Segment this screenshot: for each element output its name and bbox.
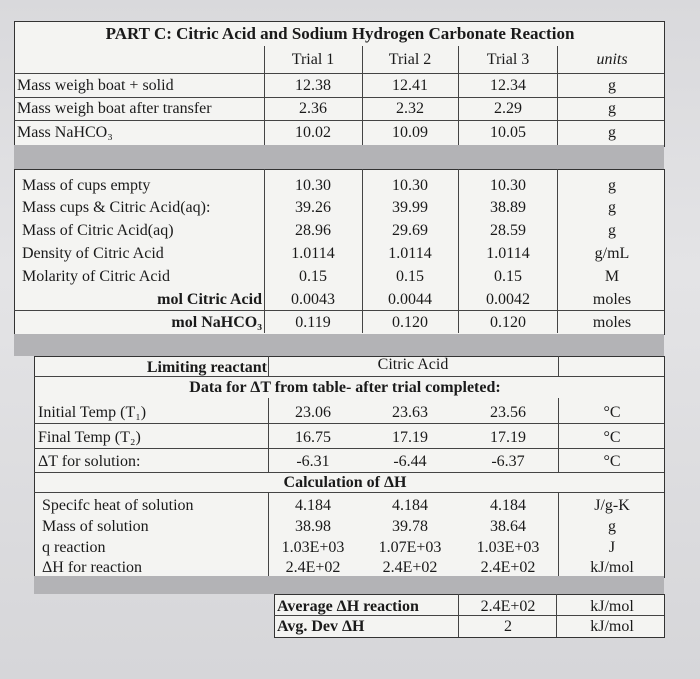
summary-label: Average ΔH reaction: [277, 598, 419, 615]
section2-row-trial-2-value: 0.120: [392, 314, 428, 331]
section2-row-trial-3-value: 1.0114: [486, 245, 530, 262]
section2-row-trial-2-value: 1.0114: [388, 245, 432, 262]
section2-row-unit: g: [608, 177, 616, 194]
section4-row-trial-2-value: 2.4E+02: [382, 559, 438, 576]
section2-row-trial-2-value: 39.99: [392, 199, 428, 216]
section2-row-unit: g: [608, 222, 616, 239]
section1-row-trial-1-value: 2.36: [299, 100, 327, 117]
section4-row-label: q reaction: [42, 539, 106, 556]
section2-row-label: Mass cups & Citric Acid(aq):: [22, 199, 211, 216]
section1-row-trial-3-value: 2.29: [494, 100, 522, 117]
section4-row-unit: J: [608, 539, 616, 556]
section1-row-trial-2-value: 10.09: [392, 124, 428, 141]
section1-row-trial-2-value: 2.32: [396, 100, 424, 117]
section2-row-trial-1-value: 0.0043: [291, 291, 335, 308]
section1-row-trial-3-value: 10.05: [490, 124, 526, 141]
section1-row-trial-3-value: 12.34: [490, 77, 526, 94]
header-trial-3: Trial 3: [486, 51, 530, 68]
header-trial-1: Trial 1: [291, 51, 335, 68]
section1-row-unit: g: [608, 77, 616, 94]
section2-row-unit: M: [604, 268, 620, 285]
section1-row-unit: g: [608, 124, 616, 141]
section4-row-trial-3-value: 2.4E+02: [480, 559, 536, 576]
section2-row-trial-3-value: 10.30: [490, 177, 526, 194]
section3-row-label: ΔT for solution:: [38, 453, 141, 470]
section4-row-trial-3-value: 4.184: [490, 497, 526, 514]
section2-row-trial-2-value: 0.15: [396, 268, 424, 285]
section1-row-trial-2-value: 12.41: [392, 77, 428, 94]
section3-row-unit: °C: [603, 404, 621, 421]
section3-row-trial-3-value: 23.56: [490, 404, 526, 421]
section2-row-unit: moles: [592, 314, 632, 331]
section4-row-trial-1-value: 1.03E+03: [281, 539, 345, 556]
section4-row-trial-3-value: 1.03E+03: [476, 539, 540, 556]
section2-row-label: Mass of cups empty: [22, 177, 151, 194]
summary-value: 2: [504, 618, 512, 635]
section3-row-label: Initial Temp (T₁): [38, 404, 147, 421]
section1-row-trial-1-value: 10.02: [295, 124, 331, 141]
section4-row-trial-3-value: 38.64: [490, 518, 526, 535]
section2-row-trial-3-value: 0.0042: [486, 291, 530, 308]
section4-row-label: Mass of solution: [42, 518, 149, 535]
section3-row-unit: °C: [603, 453, 621, 470]
section3-row-trial-3-value: 17.19: [490, 429, 526, 446]
section2-row-trial-3-value: 0.15: [494, 268, 522, 285]
section4-row-unit: J/g-K: [594, 497, 630, 514]
limiting-reactant-value: Citric Acid: [377, 356, 449, 373]
section4-row-trial-2-value: 39.78: [392, 518, 428, 535]
header-units: units: [596, 51, 628, 68]
section2-row-unit: g: [608, 199, 616, 216]
section1-row-label: Mass weigh boat + solid: [17, 77, 174, 94]
section1-row-trial-1-value: 12.38: [295, 77, 331, 94]
section4-row-trial-2-value: 4.184: [392, 497, 428, 514]
section3-row-trial-1-value: 23.06: [295, 404, 331, 421]
section4-row-unit: kJ/mol: [590, 559, 634, 576]
section2-row-trial-1-value: 28.96: [295, 222, 331, 239]
section2-row-trial-2-value: 0.0044: [388, 291, 432, 308]
section2-row-trial-1-value: 0.119: [295, 314, 331, 331]
section2-row-label: Molarity of Citric Acid: [22, 268, 170, 285]
section4-row-trial-1-value: 38.98: [295, 518, 331, 535]
section2-row-trial-1-value: 10.30: [295, 177, 331, 194]
calc-heading: Calculation of ΔH: [283, 474, 407, 491]
header-trial-2: Trial 2: [388, 51, 432, 68]
section2-row-unit: g/mL: [594, 245, 630, 262]
section2-row-trial-1-value: 39.26: [295, 199, 331, 216]
section4-row-trial-1-value: 4.184: [295, 497, 331, 514]
section4-row-label: Specifc heat of solution: [42, 497, 194, 514]
section4-row-label: ΔH for reaction: [42, 559, 143, 576]
section3-row-trial-1-value: 16.75: [295, 429, 331, 446]
section2-row-trial-3-value: 0.120: [490, 314, 526, 331]
page-title: PART C: Citric Acid and Sodium Hydrogen Carbonate Reaction: [105, 24, 575, 43]
section2-row-trial-3-value: 38.89: [490, 199, 526, 216]
section3-row-trial-2-value: -6.44: [393, 453, 427, 470]
summary-unit: kJ/mol: [590, 598, 634, 615]
section3-row-label: Final Temp (T₂): [38, 429, 141, 446]
section1-row-label: Mass weigh boat after transfer: [17, 100, 212, 117]
section2-row-trial-2-value: 29.69: [392, 222, 428, 239]
summary-unit: kJ/mol: [590, 618, 634, 635]
limiting-reactant-label: Limiting reactant: [146, 359, 267, 376]
section2-row-label: mol NaHCO₃: [171, 314, 262, 331]
delta-t-heading: Data for ΔT from table- after trial completed:: [189, 379, 501, 396]
section2-row-trial-1-value: 1.0114: [291, 245, 335, 262]
section2-row-label: mol Citric Acid: [157, 291, 262, 308]
section4-row-trial-2-value: 1.07E+03: [378, 539, 442, 556]
section3-row-trial-1-value: -6.31: [296, 453, 330, 470]
section2-row-label: Mass of Citric Acid(aq): [22, 222, 174, 239]
section3-row-unit: °C: [603, 429, 621, 446]
section1-row-unit: g: [608, 100, 616, 117]
summary-value: 2.4E+02: [480, 598, 536, 615]
section4-row-unit: g: [608, 518, 616, 535]
section2-row-trial-2-value: 10.30: [392, 177, 428, 194]
section2-row-trial-3-value: 28.59: [490, 222, 526, 239]
section2-row-label: Density of Citric Acid: [22, 245, 164, 262]
section2-row-trial-1-value: 0.15: [299, 268, 327, 285]
section3-row-trial-2-value: 23.63: [392, 404, 428, 421]
section1-row-label: Mass NaHCO₃: [17, 124, 113, 141]
summary-label: Avg. Dev ΔH: [277, 618, 365, 635]
section4-row-trial-1-value: 2.4E+02: [285, 559, 341, 576]
section3-row-trial-2-value: 17.19: [392, 429, 428, 446]
section3-row-trial-3-value: -6.37: [491, 453, 525, 470]
section2-row-unit: moles: [592, 291, 632, 308]
